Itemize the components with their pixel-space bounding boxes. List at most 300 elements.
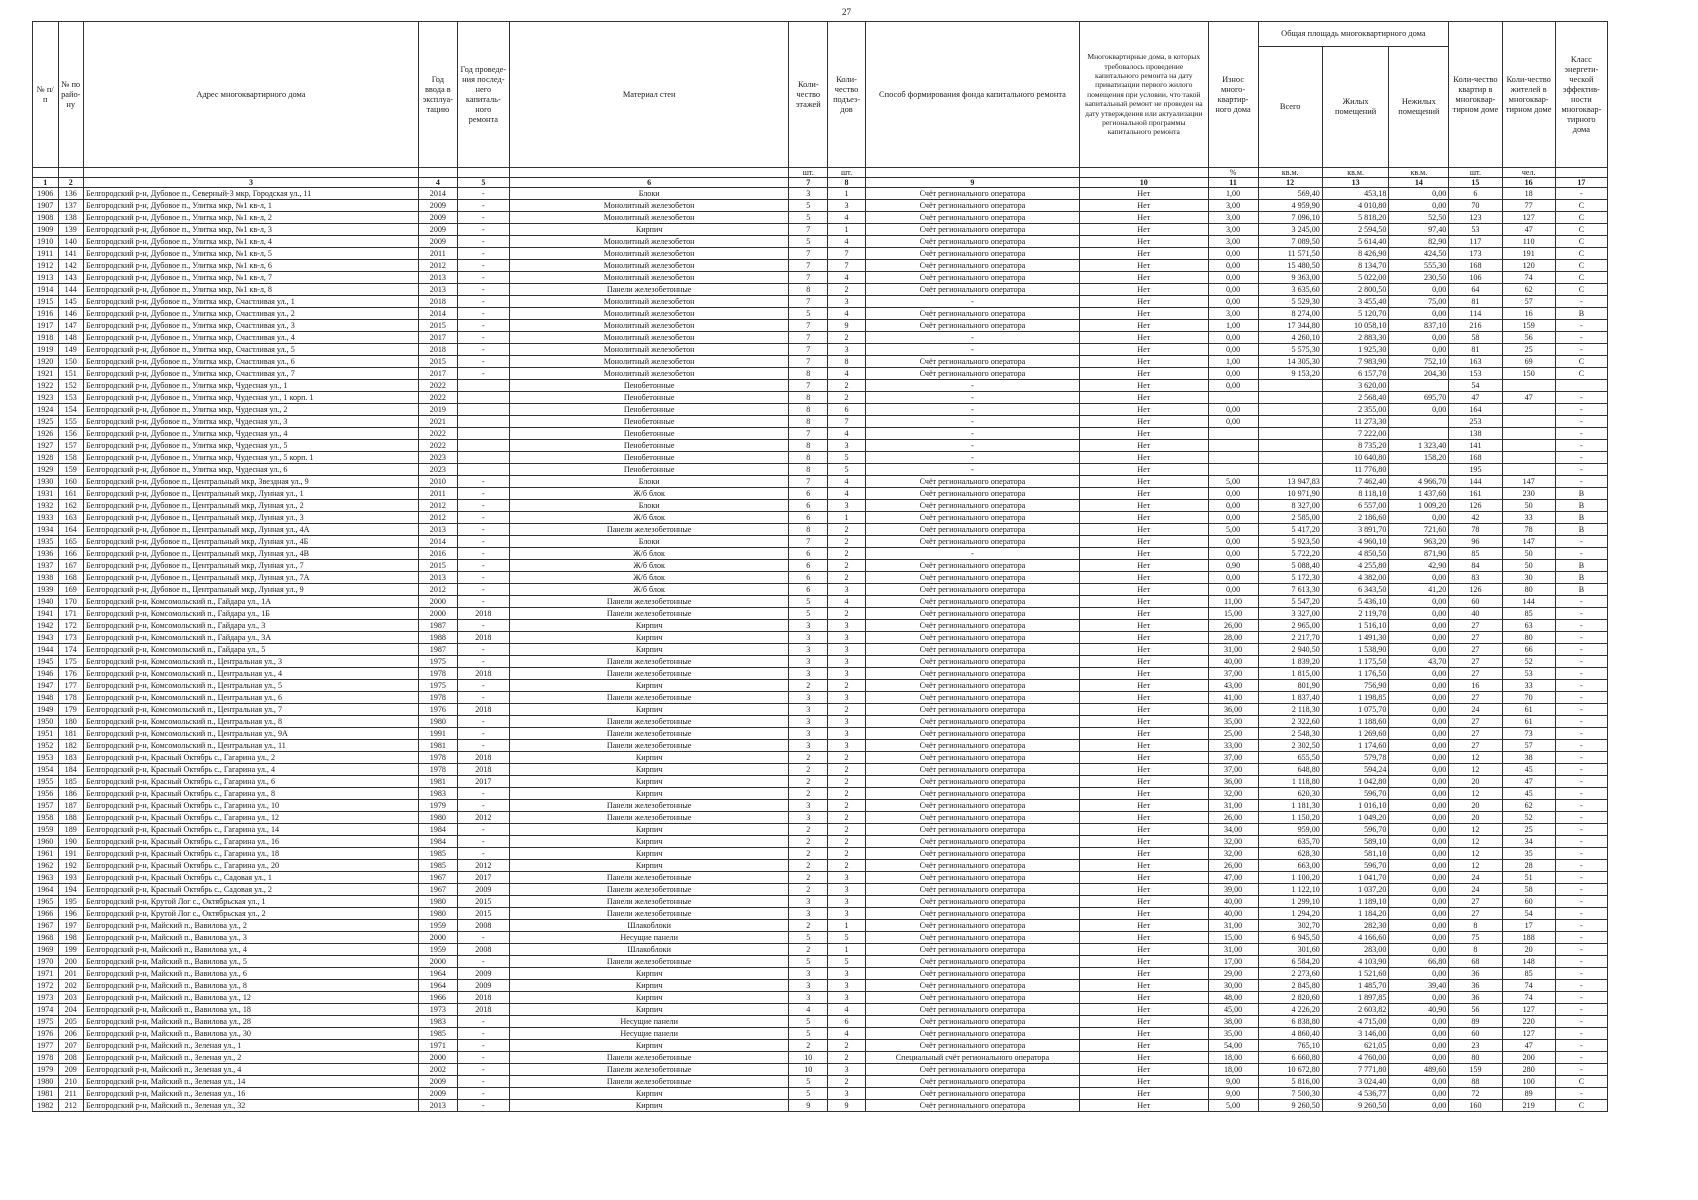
cell-wall-material: Панели железобетонные (509, 284, 789, 296)
cell-area-total: 14 305,30 (1258, 356, 1322, 368)
cell-apartments: 253 (1449, 416, 1502, 428)
cell-area-nonresidential: 0,00 (1389, 284, 1449, 296)
cell-residents: 77 (1502, 200, 1555, 212)
cell-area-residential: 1 269,60 (1322, 728, 1389, 740)
cell-row-number: 1919 (33, 344, 59, 356)
cell-district-number: 138 (58, 212, 84, 224)
cell-apartments: 27 (1449, 644, 1502, 656)
cell-apartments: 144 (1449, 476, 1502, 488)
cell-area-total: 10 672,80 (1258, 1064, 1322, 1076)
cell-wall-material: Панели железобетонные (509, 908, 789, 920)
cell-wall-material: Монолитный железобетон (509, 260, 789, 272)
cell-last-repair-year: 2018 (457, 764, 509, 776)
cell-last-repair-year: - (457, 308, 509, 320)
cell-apartments: 138 (1449, 428, 1502, 440)
table-row (33, 992, 1608, 1004)
cell-area-residential: 4 166,60 (1322, 932, 1389, 944)
cell-wall-material: Кирпич (509, 1040, 789, 1052)
cell-area-residential: 7 222,00 (1322, 428, 1389, 440)
cell-apartments: 27 (1449, 896, 1502, 908)
cell-address: Белгородский р-н, Дубовое п., Центральный мкр, Лунная ул., 4А (84, 524, 419, 536)
cell-year-built: 2000 (418, 596, 457, 608)
cell-entrances: 2 (828, 752, 866, 764)
cell-energy-class: - (1555, 1040, 1607, 1052)
cell-entrances: 3 (828, 632, 866, 644)
cell-last-repair-year: - (457, 1028, 509, 1040)
cell-energy-class: С (1555, 284, 1607, 296)
cell-apartments: 195 (1449, 464, 1502, 476)
cell-fund-method: Счёт регионального оператора (865, 524, 1079, 536)
cell-address: Белгородский р-н, Красный Октябрь с., Садовая ул., 2 (84, 884, 419, 896)
cell-address: Белгородский р-н, Дубовое п., Центральный мкр, Лунная ул., 3 (84, 512, 419, 524)
cell-energy-class: В (1555, 488, 1607, 500)
cell-year-built: 2000 (418, 932, 457, 944)
table-row (33, 956, 1608, 968)
cell-row-number: 1968 (33, 932, 59, 944)
cell-floors: 5 (789, 1028, 828, 1040)
cell-last-repair-year: - (457, 620, 509, 632)
cell-wall-material: Ж/б блок (509, 572, 789, 584)
cell-area-residential: 1 897,85 (1322, 992, 1389, 1004)
cell-wear: 31,00 (1208, 800, 1258, 812)
cell-residents: 17 (1502, 920, 1555, 932)
cell-area-nonresidential: 695,70 (1389, 392, 1449, 404)
cell-wall-material: Панели железобетонные (509, 800, 789, 812)
cell-area-residential: 4 010,80 (1322, 200, 1389, 212)
cell-fund-method: - (865, 452, 1079, 464)
cell-year-built: 1975 (418, 680, 457, 692)
table-row (33, 908, 1608, 920)
cell-floors: 6 (789, 560, 828, 572)
cell-fund-method: Счёт регионального оператора (865, 284, 1079, 296)
cell-row-number: 1943 (33, 632, 59, 644)
column-number: 10 (1079, 178, 1208, 188)
cell-fund-method: Счёт регионального оператора (865, 248, 1079, 260)
cell-wear: 1,00 (1208, 356, 1258, 368)
cell-row-number: 1918 (33, 332, 59, 344)
cell-row-number: 1947 (33, 680, 59, 692)
cell-entrances: 1 (828, 188, 866, 200)
cell-entrances: 2 (828, 824, 866, 836)
cell-address: Белгородский р-н, Дубовое п., Улитка мкр, №1 кв-л, 6 (84, 260, 419, 272)
cell-last-repair-year: 2018 (457, 704, 509, 716)
cell-last-repair-year: - (457, 500, 509, 512)
cell-energy-class: - (1555, 1004, 1607, 1016)
cell-area-residential: 3 455,40 (1322, 296, 1389, 308)
cell-residents: 25 (1502, 824, 1555, 836)
cell-area-total: 5 417,20 (1258, 524, 1322, 536)
cell-area-residential: 5 818,20 (1322, 212, 1389, 224)
table-row (33, 344, 1608, 356)
cell-entrances: 3 (828, 872, 866, 884)
cell-area-nonresidential: 0,00 (1389, 332, 1449, 344)
cell-energy-class: - (1555, 1064, 1607, 1076)
cell-area-nonresidential: 0,00 (1389, 920, 1449, 932)
cell-energy-class: С (1555, 1076, 1607, 1088)
cell-residents: 85 (1502, 608, 1555, 620)
cell-wear: 32,00 (1208, 836, 1258, 848)
cell-area-residential: 1 037,20 (1322, 884, 1389, 896)
table-row (33, 1004, 1608, 1016)
cell-last-repair-year (457, 380, 509, 392)
cell-privatization-repair: Нет (1079, 536, 1208, 548)
cell-energy-class: - (1555, 1088, 1607, 1100)
cell-energy-class: - (1555, 344, 1607, 356)
cell-year-built: 1967 (418, 872, 457, 884)
cell-floors: 2 (789, 920, 828, 932)
cell-area-total: 1 815,00 (1258, 668, 1322, 680)
cell-last-repair-year (457, 404, 509, 416)
cell-residents: 159 (1502, 320, 1555, 332)
cell-apartments: 53 (1449, 224, 1502, 236)
cell-address: Белгородский р-н, Майский п., Вавилова ул., 18 (84, 1004, 419, 1016)
cell-year-built: 1980 (418, 812, 457, 824)
cell-row-number: 1980 (33, 1076, 59, 1088)
unit-cell (84, 168, 419, 178)
cell-wear: 9,00 (1208, 1088, 1258, 1100)
cell-area-residential: 7 983,90 (1322, 356, 1389, 368)
cell-area-residential: 579,78 (1322, 752, 1389, 764)
table-row (33, 224, 1608, 236)
cell-entrances: 3 (828, 980, 866, 992)
cell-floors: 7 (789, 380, 828, 392)
cell-wall-material: Пенобетонные (509, 380, 789, 392)
cell-residents: 47 (1502, 392, 1555, 404)
page-number: 27 (842, 7, 851, 17)
cell-energy-class: - (1555, 464, 1607, 476)
cell-address: Белгородский р-н, Красный Октябрь с., Садовая ул., 1 (84, 872, 419, 884)
cell-row-number: 1907 (33, 200, 59, 212)
cell-apartments: 81 (1449, 344, 1502, 356)
cell-wall-material: Блоки (509, 188, 789, 200)
cell-residents: 280 (1502, 1064, 1555, 1076)
cell-last-repair-year: - (457, 1040, 509, 1052)
cell-area-total: 4 860,40 (1258, 1028, 1322, 1040)
cell-residents: 89 (1502, 1088, 1555, 1100)
cell-area-nonresidential: 0,00 (1389, 908, 1449, 920)
cell-wall-material: Кирпич (509, 1004, 789, 1016)
table-row (33, 716, 1608, 728)
cell-year-built: 2013 (418, 524, 457, 536)
cell-privatization-repair: Нет (1079, 284, 1208, 296)
cell-wall-material: Кирпич (509, 1088, 789, 1100)
header-row-number: № п/п (33, 22, 59, 168)
cell-residents: 62 (1502, 800, 1555, 812)
cell-energy-class: С (1555, 212, 1607, 224)
cell-district-number: 153 (58, 392, 84, 404)
cell-row-number: 1930 (33, 476, 59, 488)
cell-row-number: 1937 (33, 560, 59, 572)
cell-district-number: 146 (58, 308, 84, 320)
cell-district-number: 150 (58, 356, 84, 368)
table-row (33, 848, 1608, 860)
cell-district-number: 159 (58, 464, 84, 476)
cell-entrances: 2 (828, 788, 866, 800)
cell-residents: 100 (1502, 1076, 1555, 1088)
cell-last-repair-year: 2018 (457, 752, 509, 764)
cell-floors: 2 (789, 1040, 828, 1052)
cell-area-total: 663,00 (1258, 860, 1322, 872)
column-number: 16 (1502, 178, 1555, 188)
cell-apartments: 78 (1449, 524, 1502, 536)
cell-area-total: 7 500,30 (1258, 1088, 1322, 1100)
cell-fund-method: Счёт регионального оператора (865, 812, 1079, 824)
cell-energy-class: - (1555, 416, 1607, 428)
cell-last-repair-year: 2018 (457, 668, 509, 680)
cell-fund-method: Счёт регионального оператора (865, 644, 1079, 656)
column-number: 2 (58, 178, 84, 188)
table-body (33, 188, 1608, 1112)
cell-last-repair-year: - (457, 836, 509, 848)
cell-residents: 230 (1502, 488, 1555, 500)
cell-fund-method: Счёт регионального оператора (865, 956, 1079, 968)
cell-district-number: 164 (58, 524, 84, 536)
unit-cell (457, 168, 509, 178)
cell-district-number: 187 (58, 800, 84, 812)
cell-wear: 17,00 (1208, 956, 1258, 968)
header-energy-class: Класс энергети-ческой эффектив-ности многоквар-тирного дома (1555, 22, 1607, 168)
cell-fund-method: - (865, 416, 1079, 428)
cell-area-nonresidential: 66,80 (1389, 956, 1449, 968)
cell-area-nonresidential: 52,50 (1389, 212, 1449, 224)
cell-entrances: 2 (828, 860, 866, 872)
cell-apartments: 123 (1449, 212, 1502, 224)
cell-last-repair-year: - (457, 788, 509, 800)
cell-row-number: 1920 (33, 356, 59, 368)
cell-area-nonresidential: 0,00 (1389, 848, 1449, 860)
cell-row-number: 1974 (33, 1004, 59, 1016)
cell-last-repair-year: - (457, 356, 509, 368)
cell-entrances: 3 (828, 668, 866, 680)
cell-fund-method: Счёт регионального оператора (865, 356, 1079, 368)
cell-apartments: 159 (1449, 1064, 1502, 1076)
cell-floors: 3 (789, 992, 828, 1004)
housing-register-sheet (32, 21, 1608, 1112)
cell-energy-class: - (1555, 452, 1607, 464)
cell-wall-material: Кирпич (509, 968, 789, 980)
cell-address: Белгородский р-н, Дубовое п., Улитка мкр, Счастливая ул., 6 (84, 356, 419, 368)
cell-apartments: 36 (1449, 980, 1502, 992)
cell-district-number: 193 (58, 872, 84, 884)
cell-area-residential: 3 891,70 (1322, 524, 1389, 536)
cell-apartments: 60 (1449, 596, 1502, 608)
column-number: 14 (1389, 178, 1449, 188)
cell-wall-material: Ж/б блок (509, 560, 789, 572)
cell-residents (1502, 428, 1555, 440)
cell-floors: 3 (789, 800, 828, 812)
cell-area-total: 1 837,40 (1258, 692, 1322, 704)
cell-entrances: 2 (828, 524, 866, 536)
cell-row-number: 1975 (33, 1016, 59, 1028)
cell-energy-class: - (1555, 932, 1607, 944)
cell-address: Белгородский р-н, Майский п., Зеленая ул., 32 (84, 1100, 419, 1112)
cell-floors: 2 (789, 944, 828, 956)
cell-wear: 0,00 (1208, 584, 1258, 596)
cell-entrances: 2 (828, 1040, 866, 1052)
cell-area-nonresidential: 204,30 (1389, 368, 1449, 380)
cell-address: Белгородский р-н, Красный Октябрь с., Гагарина ул., 2 (84, 752, 419, 764)
cell-wear: 35,00 (1208, 1028, 1258, 1040)
table-row (33, 320, 1608, 332)
cell-year-built: 2022 (418, 428, 457, 440)
cell-apartments: 84 (1449, 560, 1502, 572)
cell-entrances: 2 (828, 704, 866, 716)
cell-wear: 43,00 (1208, 680, 1258, 692)
cell-fund-method: Счёт регионального оператора (865, 1028, 1079, 1040)
cell-last-repair-year: 2008 (457, 920, 509, 932)
cell-apartments: 81 (1449, 296, 1502, 308)
cell-area-nonresidential: 0,00 (1389, 860, 1449, 872)
cell-wall-material: Панели железобетонные (509, 956, 789, 968)
table-row (33, 392, 1608, 404)
cell-residents: 70 (1502, 692, 1555, 704)
cell-row-number: 1944 (33, 644, 59, 656)
cell-area-total: 5 923,50 (1258, 536, 1322, 548)
table-row (33, 968, 1608, 980)
cell-last-repair-year: - (457, 512, 509, 524)
cell-fund-method: Счёт регионального оператора (865, 848, 1079, 860)
column-number: 13 (1322, 178, 1389, 188)
cell-floors: 3 (789, 716, 828, 728)
cell-fund-method: Счёт регионального оператора (865, 896, 1079, 908)
cell-area-total: 620,30 (1258, 788, 1322, 800)
cell-last-repair-year: - (457, 1088, 509, 1100)
cell-address: Белгородский р-н, Дубовое п., Улитка мкр, №1 кв-л, 8 (84, 284, 419, 296)
cell-apartments: 27 (1449, 656, 1502, 668)
cell-area-total: 4 226,20 (1258, 1004, 1322, 1016)
cell-year-built: 2000 (418, 1052, 457, 1064)
cell-area-total: 635,70 (1258, 836, 1322, 848)
cell-apartments: 75 (1449, 932, 1502, 944)
cell-wear: 3,00 (1208, 224, 1258, 236)
cell-energy-class: - (1555, 620, 1607, 632)
cell-energy-class: В (1555, 308, 1607, 320)
cell-year-built: 2014 (418, 536, 457, 548)
cell-area-nonresidential: 424,50 (1389, 248, 1449, 260)
cell-wall-material: Кирпич (509, 1100, 789, 1112)
unit-cell: шт. (828, 168, 866, 178)
cell-energy-class: - (1555, 764, 1607, 776)
cell-wall-material: Монолитный железобетон (509, 320, 789, 332)
cell-area-residential: 1 925,30 (1322, 344, 1389, 356)
cell-wall-material: Пенобетонные (509, 416, 789, 428)
cell-row-number: 1917 (33, 320, 59, 332)
cell-privatization-repair: Нет (1079, 692, 1208, 704)
cell-entrances: 2 (828, 332, 866, 344)
cell-fund-method: Счёт регионального оператора (865, 512, 1079, 524)
cell-district-number: 140 (58, 236, 84, 248)
cell-area-residential: 1 016,10 (1322, 800, 1389, 812)
cell-year-built: 2023 (418, 452, 457, 464)
cell-residents: 74 (1502, 272, 1555, 284)
cell-wall-material: Шлакоблоки (509, 944, 789, 956)
table-row (33, 476, 1608, 488)
cell-area-residential: 4 103,90 (1322, 956, 1389, 968)
cell-area-nonresidential: 721,60 (1389, 524, 1449, 536)
cell-entrances: 2 (828, 776, 866, 788)
cell-address: Белгородский р-н, Дубовое п., Центральный мкр, Лунная ул., 9 (84, 584, 419, 596)
table-row (33, 644, 1608, 656)
cell-floors: 7 (789, 332, 828, 344)
cell-energy-class: - (1555, 296, 1607, 308)
cell-privatization-repair: Нет (1079, 860, 1208, 872)
cell-wall-material: Ж/б блок (509, 488, 789, 500)
cell-energy-class: - (1555, 800, 1607, 812)
cell-year-built: 1978 (418, 764, 457, 776)
cell-wear: 3,00 (1208, 308, 1258, 320)
cell-wear: 33,00 (1208, 740, 1258, 752)
cell-wear: 0,00 (1208, 572, 1258, 584)
cell-floors: 8 (789, 452, 828, 464)
cell-apartments: 126 (1449, 500, 1502, 512)
cell-entrances: 2 (828, 764, 866, 776)
cell-entrances: 3 (828, 656, 866, 668)
cell-floors: 3 (789, 740, 828, 752)
header-total-area-group: Общая площадь многоквартирного дома (1258, 22, 1449, 47)
cell-row-number: 1940 (33, 596, 59, 608)
cell-floors: 2 (789, 776, 828, 788)
cell-year-built: 1978 (418, 668, 457, 680)
cell-residents: 18 (1502, 188, 1555, 200)
cell-fund-method: Счёт регионального оператора (865, 860, 1079, 872)
cell-address: Белгородский р-н, Дубовое п., Улитка мкр, Счастливая ул., 3 (84, 320, 419, 332)
cell-wall-material: Панели железобетонные (509, 884, 789, 896)
cell-area-residential: 1 189,10 (1322, 896, 1389, 908)
cell-energy-class: - (1555, 860, 1607, 872)
cell-last-repair-year: - (457, 284, 509, 296)
column-number: 8 (828, 178, 866, 188)
cell-fund-method: Счёт регионального оператора (865, 716, 1079, 728)
cell-fund-method: Счёт регионального оператора (865, 1076, 1079, 1088)
cell-entrances: 2 (828, 848, 866, 860)
cell-last-repair-year: 2017 (457, 776, 509, 788)
cell-wear: 26,00 (1208, 812, 1258, 824)
cell-district-number: 151 (58, 368, 84, 380)
cell-energy-class: В (1555, 500, 1607, 512)
cell-energy-class: - (1555, 740, 1607, 752)
header-wall-material: Материал стен (509, 22, 789, 168)
cell-last-repair-year (457, 440, 509, 452)
cell-area-total: 5 722,20 (1258, 548, 1322, 560)
cell-wall-material: Панели железобетонные (509, 692, 789, 704)
cell-entrances: 3 (828, 728, 866, 740)
cell-fund-method: Счёт регионального оператора (865, 764, 1079, 776)
cell-fund-method: - (865, 332, 1079, 344)
cell-area-residential: 8 134,70 (1322, 260, 1389, 272)
cell-apartments: 85 (1449, 548, 1502, 560)
cell-entrances: 2 (828, 380, 866, 392)
cell-year-built: 2012 (418, 260, 457, 272)
cell-area-total: 1 118,80 (1258, 776, 1322, 788)
cell-apartments: 54 (1449, 380, 1502, 392)
cell-row-number: 1931 (33, 488, 59, 500)
cell-area-residential: 594,24 (1322, 764, 1389, 776)
table-row (33, 488, 1608, 500)
cell-year-built: 1967 (418, 884, 457, 896)
cell-year-built: 2009 (418, 1088, 457, 1100)
cell-residents: 45 (1502, 764, 1555, 776)
cell-floors: 8 (789, 404, 828, 416)
cell-last-repair-year: 2009 (457, 884, 509, 896)
cell-energy-class: В (1555, 584, 1607, 596)
cell-fund-method: Счёт регионального оператора (865, 800, 1079, 812)
table-row (33, 200, 1608, 212)
table-row (33, 668, 1608, 680)
cell-area-nonresidential: 0,00 (1389, 968, 1449, 980)
cell-row-number: 1925 (33, 416, 59, 428)
cell-energy-class: С (1555, 248, 1607, 260)
cell-last-repair-year: 2008 (457, 944, 509, 956)
